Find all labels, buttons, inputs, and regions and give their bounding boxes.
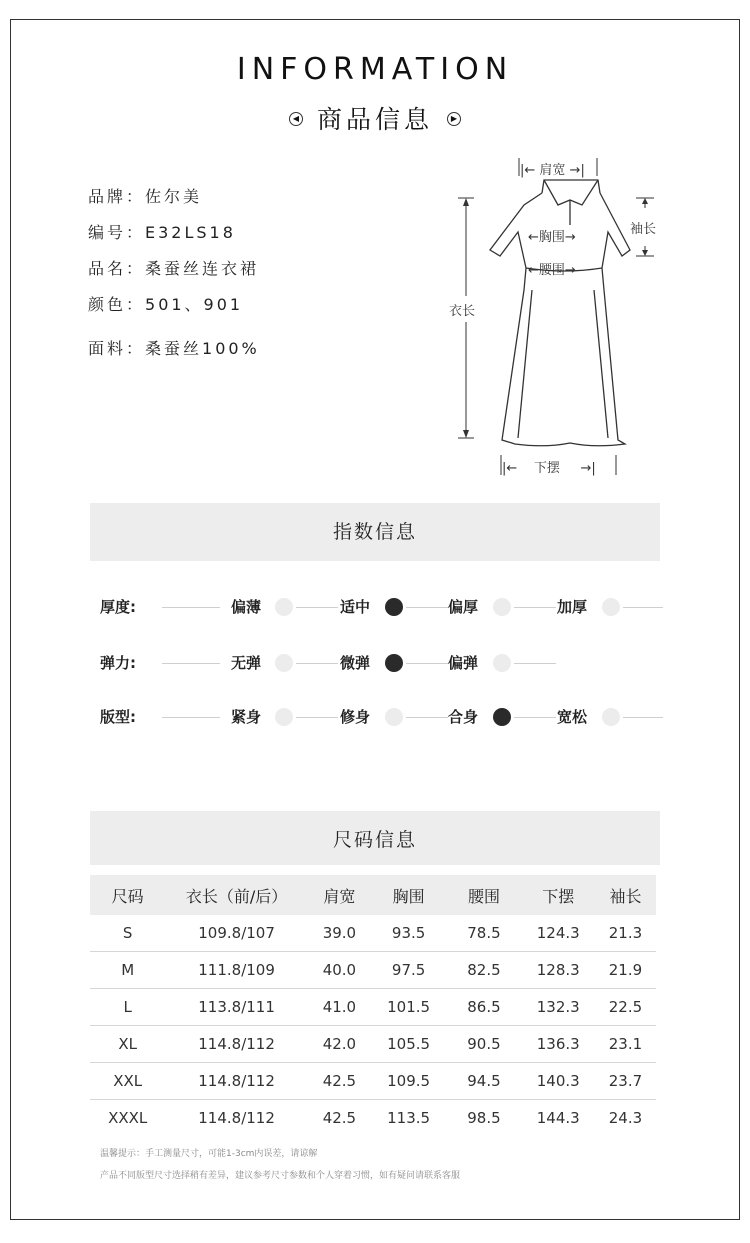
dress-diagram <box>440 150 670 485</box>
scale-thickness-label: 厚度: <box>100 598 136 616</box>
table-cell: XXXL <box>108 1109 148 1127</box>
info-code-label: 编号： <box>88 223 146 242</box>
table-cell: 114.8/112 <box>165 1063 308 1100</box>
table-cell: 114.8/112 <box>165 1026 308 1063</box>
table-cell: 113.5 <box>387 1109 431 1127</box>
table-cell: 101.5 <box>371 989 446 1026</box>
col-header: 肩宽 <box>308 875 371 915</box>
table-row <box>90 989 656 1026</box>
option-medium-dot <box>385 598 403 616</box>
option-no-stretch-dot <box>275 654 293 672</box>
table-row <box>90 1063 656 1100</box>
table-cell: 42.5 <box>308 1063 371 1100</box>
option-no-stretch: 无弹 <box>231 654 262 672</box>
table-row <box>90 1100 656 1137</box>
info-fabric-label: 面料： <box>88 339 146 358</box>
table-cell: XL <box>90 1026 165 1063</box>
table-cell: S <box>90 915 165 952</box>
col-header: 袖长 <box>595 875 656 915</box>
table-cell: 86.5 <box>446 989 521 1026</box>
option-slight-stretch-dot <box>385 654 403 672</box>
table-row <box>90 952 656 989</box>
table-cell: M <box>90 952 165 989</box>
table-cell: 113.8/111 <box>165 989 308 1026</box>
table-cell: 124.3 <box>522 915 595 952</box>
info-brand-value: 佐尔美 <box>145 187 203 206</box>
table-cell: L <box>90 989 165 1026</box>
option-thin-dot <box>275 598 293 616</box>
table-cell: 114.8/112 <box>198 1109 275 1127</box>
col-header: 尺码 <box>90 875 165 915</box>
info-name <box>88 256 259 279</box>
label-hem: |← 下摆 →| <box>502 461 596 476</box>
info-color <box>88 292 243 315</box>
table-cell: 93.5 <box>371 915 446 952</box>
col-header: 衣长（前/后） <box>165 875 308 915</box>
table-cell: 78.5 <box>446 915 521 952</box>
table-cell: 23.1 <box>595 1026 656 1063</box>
arrow-right-icon: ▶ <box>447 112 461 126</box>
label-chest: ←胸围→ <box>528 230 576 245</box>
table-cell: 90.5 <box>446 1026 521 1063</box>
title-english: INFORMATION <box>236 52 514 87</box>
table-cell: 82.5 <box>446 952 521 989</box>
table-cell: 109.8/107 <box>165 915 308 952</box>
table-cell: 128.3 <box>522 952 595 989</box>
option-slim: 修身 <box>340 708 371 726</box>
table-cell: 144.3 <box>536 1109 580 1127</box>
table-cell: 105.5 <box>371 1026 446 1063</box>
info-code <box>88 220 236 243</box>
title-chinese <box>0 100 750 136</box>
title-chinese-text: 商品信息 <box>316 105 433 134</box>
info-fabric <box>88 336 260 359</box>
scale-elasticity-label: 弹力: <box>100 654 136 672</box>
label-length: 衣长 <box>449 304 476 319</box>
option-slim-dot <box>385 708 403 726</box>
table-cell: 40.0 <box>308 952 371 989</box>
option-tight: 紧身 <box>231 708 262 726</box>
info-fabric-value: 桑蚕丝100% <box>145 339 260 358</box>
table-row <box>90 915 656 952</box>
table-cell: 41.0 <box>308 989 371 1026</box>
col-header: 腰围 <box>446 875 521 915</box>
option-loose-dot <box>602 708 620 726</box>
label-shoulder: |← 肩宽 →| <box>520 163 585 178</box>
info-name-value: 桑蚕丝连衣裙 <box>145 259 260 278</box>
scale-thickness <box>100 596 670 620</box>
option-regular-dot <box>493 708 511 726</box>
table-cell: 111.8/109 <box>165 952 308 989</box>
table-cell: 24.3 <box>608 1109 643 1127</box>
col-header: 下摆 <box>522 875 595 915</box>
info-name-label: 品名： <box>88 259 146 278</box>
scale-fit <box>100 706 670 730</box>
scale-fit-label: 版型: <box>100 708 136 726</box>
table-cell: 42.5 <box>322 1109 357 1127</box>
option-slight-stretch: 微弹 <box>340 654 371 672</box>
option-thick: 偏厚 <box>448 598 479 616</box>
option-tight-dot <box>275 708 293 726</box>
table-cell: 109.5 <box>371 1063 446 1100</box>
note-fit-advice: 产品不同版型尺寸选择稍有差异，建议参考尺寸参数和个人穿着习惯，如有疑问请联系客服 <box>100 1171 461 1181</box>
size-table <box>90 875 656 1136</box>
size-section-title: 尺码信息 <box>90 811 660 865</box>
index-section-title: 指数信息 <box>90 503 660 561</box>
table-cell: 23.7 <box>595 1063 656 1100</box>
note-measurement: 温馨提示：手工测量尺寸，可能1-3cm内误差，请谅解 <box>100 1149 318 1159</box>
option-thick-dot <box>493 598 511 616</box>
arrow-left-icon: ◀ <box>289 112 303 126</box>
table-cell: 22.5 <box>595 989 656 1026</box>
table-cell: 97.5 <box>371 952 446 989</box>
table-cell: 140.3 <box>522 1063 595 1100</box>
table-cell: 132.3 <box>522 989 595 1026</box>
option-stretchy: 偏弹 <box>448 654 479 672</box>
option-thin: 偏薄 <box>231 598 262 616</box>
table-cell: XXL <box>90 1063 165 1100</box>
option-stretchy-dot <box>493 654 511 672</box>
info-brand-label: 品牌： <box>88 187 146 206</box>
table-cell: 39.0 <box>308 915 371 952</box>
info-color-label: 颜色： <box>88 295 146 314</box>
table-row <box>90 1026 656 1063</box>
table-cell: 42.0 <box>308 1026 371 1063</box>
label-sleeve: 袖长 <box>630 222 657 237</box>
table-cell: 136.3 <box>522 1026 595 1063</box>
option-regular: 合身 <box>448 708 479 726</box>
table-cell: 98.5 <box>467 1109 501 1127</box>
table-cell: 94.5 <box>446 1063 521 1100</box>
info-brand <box>88 184 202 207</box>
info-code-value: E32LS18 <box>145 223 236 242</box>
table-cell: 21.3 <box>595 915 656 952</box>
size-table-header <box>90 875 656 915</box>
label-waist: ←腰围→ <box>528 263 576 278</box>
scale-elasticity <box>100 652 670 676</box>
col-header: 胸围 <box>371 875 446 915</box>
table-cell: 21.9 <box>595 952 656 989</box>
option-loose: 宽松 <box>557 708 588 726</box>
option-medium: 适中 <box>340 598 371 616</box>
option-extra-thick-dot <box>602 598 620 616</box>
info-color-value: 501、901 <box>145 295 244 314</box>
option-extra-thick: 加厚 <box>557 598 588 616</box>
